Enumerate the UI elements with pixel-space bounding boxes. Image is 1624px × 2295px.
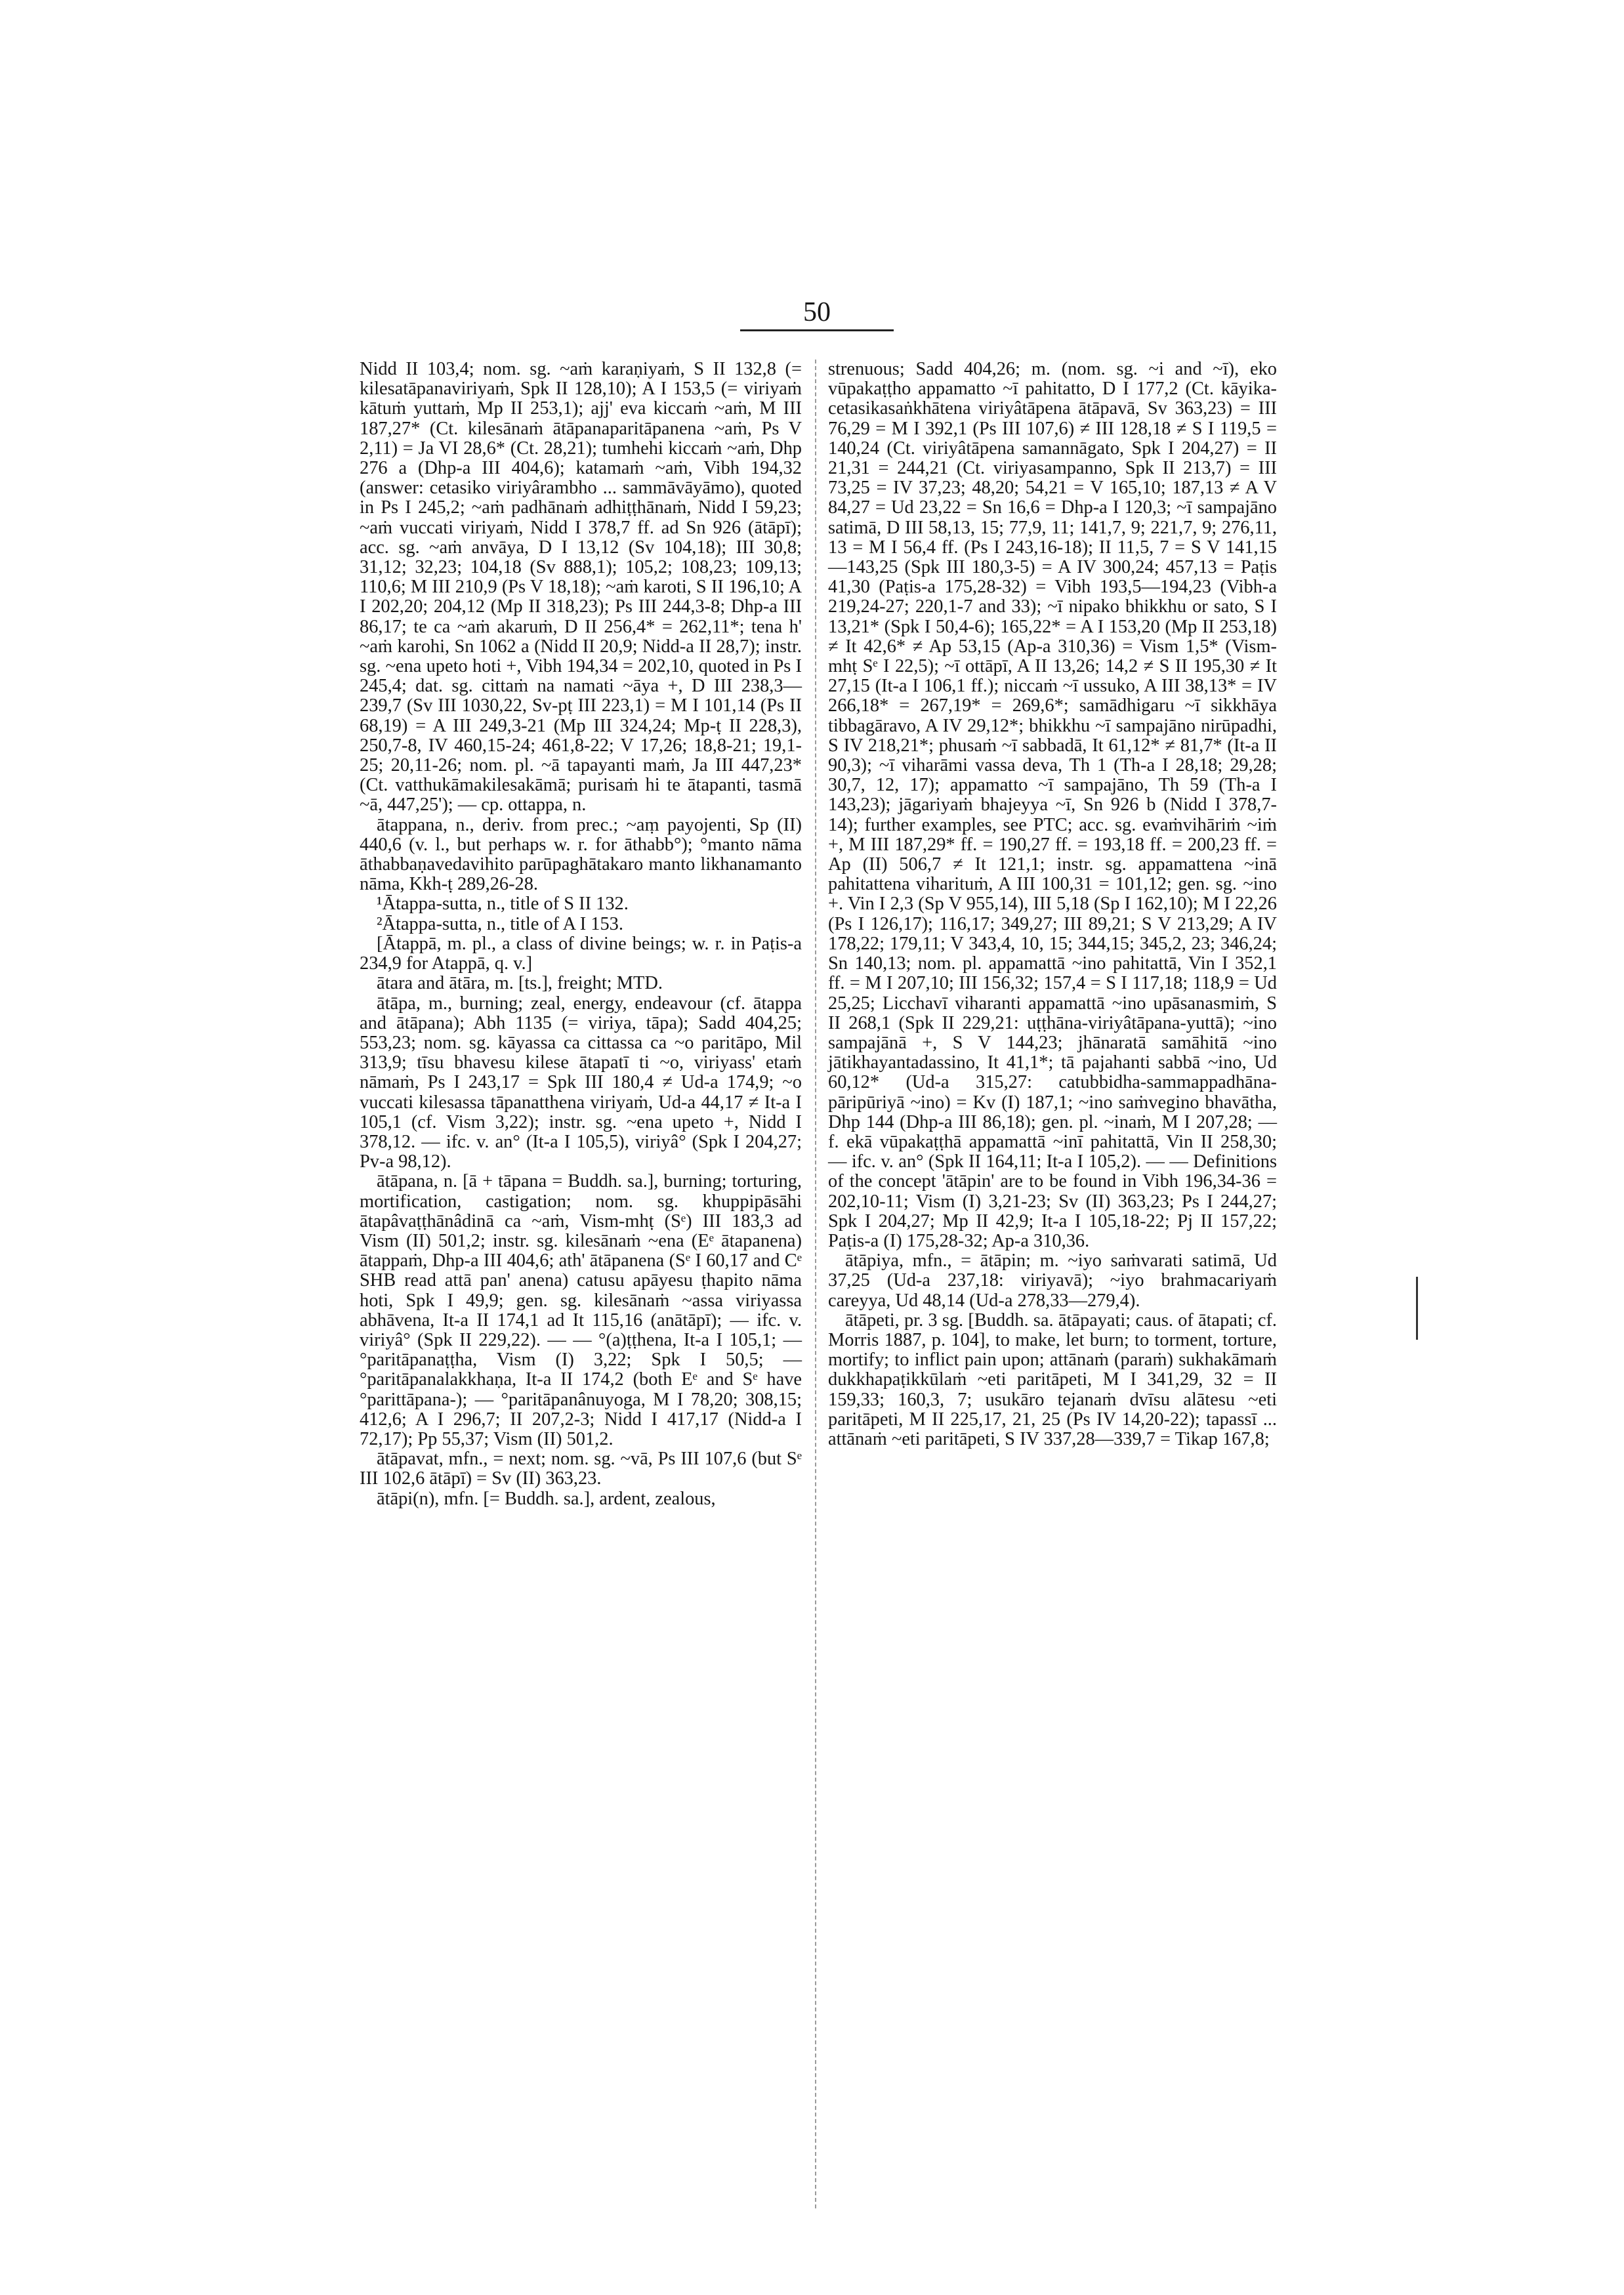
entry-atapana: ātāpana, n. [ā + tāpana = Buddh. sa.], burning; torturing, mortification, castigation; nom. sg. khuppipāsāhi ātapâvaṭṭhānâdinā ca ~aṁ, Vism-mhṭ (Sᵉ) III 183,3 ad Vism (II) 501,2; instr. sg. kilesānaṁ ~ena (Eᵉ ātapanena) ātappaṁ, Dhp-a III 404,6; ath' ātāpanena (Sᵉ I 60,17 and Cᵉ SHB read attā pan' anena) catusu apāyesu ṭhapito nāma hoti, Spk I 49,9; gen. sg. kilesānaṁ ~assa viriyassa abhāvena, It-a II 174,1 ad It 115,16 (anātāpī); — ifc. v. viriyâ° (Spk II 229,22). — — °(a)ṭṭhena, It-a I 105,1; — °paritāpanaṭṭha, Vism (I) 3,22; Spk I 50,5; — °paritāpanalakkhaṇa, It-a II 174,2 (both Eᵉ and Sᵉ have °parittāpana-); — °paritāpanânuyoga, M I 78,20; 308,15; 412,6; A I 296,7; II 207,2-3; Nidd I 417,17 (Nidd-a I 72,17); Pp 55,37; Vism (II) 501,2.	[360, 1171, 802, 1449]
entry-atappa-sutta-2: ²Ātappa-sutta, n., title of A I 153.	[377, 913, 623, 934]
entry-atara: ātara and ātāra, m. [ts.], freight; MTD.	[377, 973, 663, 994]
page-number-rule	[740, 329, 894, 331]
page-number: 50	[803, 297, 831, 327]
entry-atappa-plural: [Ātappā, m. pl., a class of divine beings; w. r. in Paṭis-a 234,9 for Atappā, q. v.]	[360, 933, 802, 974]
entry-atappa-sutta-1: ¹Ātappa-sutta, n., title of S II 132.	[377, 894, 629, 915]
left-column	[360, 360, 802, 1509]
entry-continuation-atappa: Nidd II 103,4; nom. sg. ~aṁ karaṇiyaṁ, S II 132,8 (= kilesatāpanaviriyaṁ, Spk II 128,10); A I 153,5 (= viriyaṁ kātuṁ yuttaṁ, Mp II 253,1); ajj' eva kiccaṁ ~aṁ, M III 187,27* (Ct. kilesānaṁ ātāpanaparitāpanena ~aṁ, Ps V 2,11) = Ja VI 28,6* (Ct. 28,21); tumhehi kiccaṁ ~aṁ, Dhp 276 a (Dhp-a III 404,6); katamaṁ ~aṁ, Vibh 194,32 (answer: cetasiko viriyârambho ... sammāvāyāmo), quoted in Ps I 245,2; ~aṁ padhānaṁ adhiṭṭhānaṁ, Nidd I 59,23; ~aṁ vuccati viriyaṁ, Nidd I 378,7 ff. ad Sn 926 (ātāpī); acc. sg. ~aṁ anvāya, D I 13,12 (Sv 104,18); III 30,8; 31,12; 32,23; 104,18 (Sv 888,1); 105,2; 108,23; 109,13; 110,6; M III 210,9 (Ps V 18,18); ~aṁ karoti, S II 196,10; A I 202,20; 204,12 (Mp II 318,23); Ps III 244,3-8; Dhp-a III 86,17; te ca ~aṁ akaruṁ, D II 256,4* = 262,11*; tena h' ~aṁ karohi, Sn 1062 a (Nidd II 20,9; Nidd-a II 28,7); instr. sg. ~ena upeto hoti +, Vibh 194,34 = 202,10, quoted in Ps I 245,4; dat. sg. cittaṁ na namati ~āya +, D III 238,3—239,7 (Sv III 1030,22, Sv-pṭ III 223,1) = M I 101,14 (Ps II 68,19) = A III 249,3-21 (Mp III 324,24; Mp-ṭ II 228,3), 250,7-8, IV 460,15-24; 461,8-22; V 17,26; 18,8-21; 19,1-25; 20,11-26; nom. pl. ~ā tapayanti maṁ, Ja III 447,23* (Ct. vatthukāmakilesakāmā; purisaṁ hi te ātapanti, tasmā ~ā, 447,25'); — cp. ottappa, n.	[360, 359, 802, 816]
entry-atappana: ātappana, n., deriv. from prec.; ~aṃ payojenti, Sp (II) 440,6 (v. l., but perhaps w. r. for āthabb°); °manto nāma āthabbaṇavedavihito parūpaghātakaro manto likhanamanto nāma, Kkh-ṭ 289,26-28.	[360, 814, 802, 895]
column-divider	[815, 360, 816, 2208]
entry-atapin-start: ātāpi(n), mfn. [= Buddh. sa.], ardent, zealous,	[377, 1488, 716, 1509]
entry-atapeti: ātāpeti, pr. 3 sg. [Buddh. sa. ātāpayati; caus. of ātapati; cf. Morris 1887, p. 104], to make, let burn; to torment, torture, mortify; to inflict pain upon; attānaṁ (paraṁ) sukhakāmaṁ dukkhapaṭikkūlaṁ ~eti paritāpeti, M I 341,29, 32 = II 159,33; 160,3, 7; usukāro tejanaṁ dvīsu alātesu ~eti paritāpeti, M II 225,17, 21, 25 (Ps IV 14,20-22); tapassī ... attānaṁ ~eti paritāpeti, S IV 337,28—339,7 = Tikap 167,8;	[828, 1310, 1277, 1449]
right-column	[828, 360, 1277, 1449]
margin-mark	[1416, 1277, 1418, 1340]
entry-atapavat: ātāpavat, mfn., = next; nom. sg. ~vā, Ps III 107,6 (but Sᵉ III 102,6 ātāpī) = Sv (II) 363,23.	[360, 1449, 802, 1489]
entry-atapin-continued: strenuous; Sadd 404,26; m. (nom. sg. ~i and ~ī), eko vūpakaṭṭho appamatto ~ī pahitatto, D I 177,2 (Ct. kāyika-cetasikasaṅkhātena viriyâtāpena ātāpavā, Sv 363,23) = III 76,29 = M I 392,1 (Ps III 107,6) ≠ III 128,18 ≠ S I 119,5 = 140,24 (Ct. viriyâtāpena samannāgato, Spk I 204,27) = II 21,31 = 244,21 (Ct. viriyasampanno, Spk II 213,7) = III 73,25 = IV 37,23; 48,20; 54,21 = V 165,10; 187,13 ≠ A V 84,27 = Ud 23,22 = Sn 16,6 = Dhp-a I 120,3; ~ī sampajāno satimā, D III 58,13, 15; 77,9, 11; 141,7, 9; 221,7, 9; 276,11, 13 = M I 56,4 ff. (Ps I 243,16-18); II 11,5, 7 = S V 141,15—143,25 (Spk III 180,3-5) = A IV 300,24; 457,13 = Paṭis 41,30 (Paṭis-a 175,28-32) = Vibh 193,5—194,23 (Vibh-a 219,24-27; 220,1-7 and 33); ~ī nipako bhikkhu or sato, S I 13,21* (Spk I 50,4-6); 165,22* = A I 153,20 (Mp II 253,18) ≠ It 42,6* ≠ Ap 53,15 (Ap-a 310,36) = Vism 1,5* (Vism-mhṭ Sᵉ I 22,5); ~ī ottāpī, A II 13,26; 14,2 ≠ S II 195,30 ≠ It 27,15 (It-a I 106,1 ff.); niccaṁ ~ī ussuko, A III 38,13* = IV 266,18* = 267,19* = 269,6*; samādhigaru ~ī sikkhāya tibbagāravo, A IV 29,12*; bhikkhu ~ī sampajāno nirūpadhi, S IV 218,21*; phusaṁ ~ī sabbadā, It 61,12* ≠ 81,7* (It-a II 90,3); ~ī viharāmi vassa deva, Th 1 (Th-a I 28,18; 29,28; 30,7, 12, 17); appamatto ~ī sampajāno, Th 59 (Th-a I 143,23); jāgariyaṁ bhajeyya ~ī, Sn 926 b (Nidd I 378,7-14); further examples, see PTC; acc. sg. evaṁvihāriṁ ~iṁ +, M III 187,29* ff. = 190,27 ff. = 193,18 ff. = 200,23 ff. = Ap (II) 506,7 ≠ It 121,1; instr. sg. appamattena ~inā pahitattena viharituṁ, A III 100,31 = 101,12; gen. sg. ~ino +. Vin I 2,3 (Sp V 955,14), III 5,18 (Sp I 162,10); M I 22,26 (Ps I 126,17); 116,17; 349,27; III 89,21; S V 213,29; A IV 178,22; 179,11; V 343,4, 10, 15; 344,15; 345,2, 23; 346,24; Sn 140,13; nom. pl. appamattā ~ino pahitattā, Vin I 352,1 ff. = M I 207,10; III 156,32; 157,4 = S I 117,18; 118,9 = Ud 25,25; Licchavī viharanti appamattā ~ino upāsanasmiṁ, S II 268,1 (Spk II 229,21: uṭṭhāna-viriyâtāpana-yuttā); ~ino sampajānā +, S V 144,23; jhānaratā samāhitā ~ino jātikhayantadassino, It 41,1*; tā pajahanti sabbā ~ino, Ud 60,12* (Ud-a 315,27: catubbidha-sammappadhāna-pāripūriyā ~ino) = Kv (I) 187,1; ~ino saṁvegino bhavātha, Dhp 144 (Dhp-a III 86,18); gen. pl. ~inaṁ, M I 207,28; — f. ekā vūpakaṭṭhā appamattā ~inī pahitattā, Vin II 258,30; — ifc. v. an° (Spk II 164,11; It-a I 105,2). — — Definitions of the concept 'ātāpin' are to be found in Vibh 196,34-36 = 202,10-11; Vism (I) 3,21-23; Sv (II) 363,23; Ps I 244,27; Spk I 204,27; Mp II 42,9; It-a I 105,18-22; Pj II 157,22; Paṭis-a (I) 175,28-32; Ap-a 310,36.	[828, 359, 1277, 1251]
entry-atapa: ātāpa, m., burning; zeal, energy, endeavour (cf. ātappa and ātāpana); Abh 1135 (= viriya, tāpa); Sadd 404,25; 553,23; nom. sg. kāyassa ca cittassa ca ~o paritāpo, Mil 313,9; tīsu bhavesu kilese ātapatī ti ~o, viriyass' etaṁ nāmaṁ, Ps I 243,17 = Spk III 180,4 ≠ Ud-a 174,9; ~o vuccati kilesassa tāpanatthena viriyaṁ, Ud-a 44,17 ≠ It-a I 105,1 (cf. Vism 3,22); instr. sg. ~ena upeto +, Nidd I 378,12. — ifc. v. an° (It-a I 105,5), viriyâ° (Spk I 204,27; Pv-a 98,12).	[360, 993, 802, 1172]
entry-atapiya: ātāpiya, mfn., = ātāpin; m. ~iyo saṁvarati satimā, Ud 37,25 (Ud-a 237,18: viriyavā); ~iyo brahmacariyaṁ careyya, Ud 48,14 (Ud-a 278,33—279,4).	[828, 1251, 1277, 1311]
